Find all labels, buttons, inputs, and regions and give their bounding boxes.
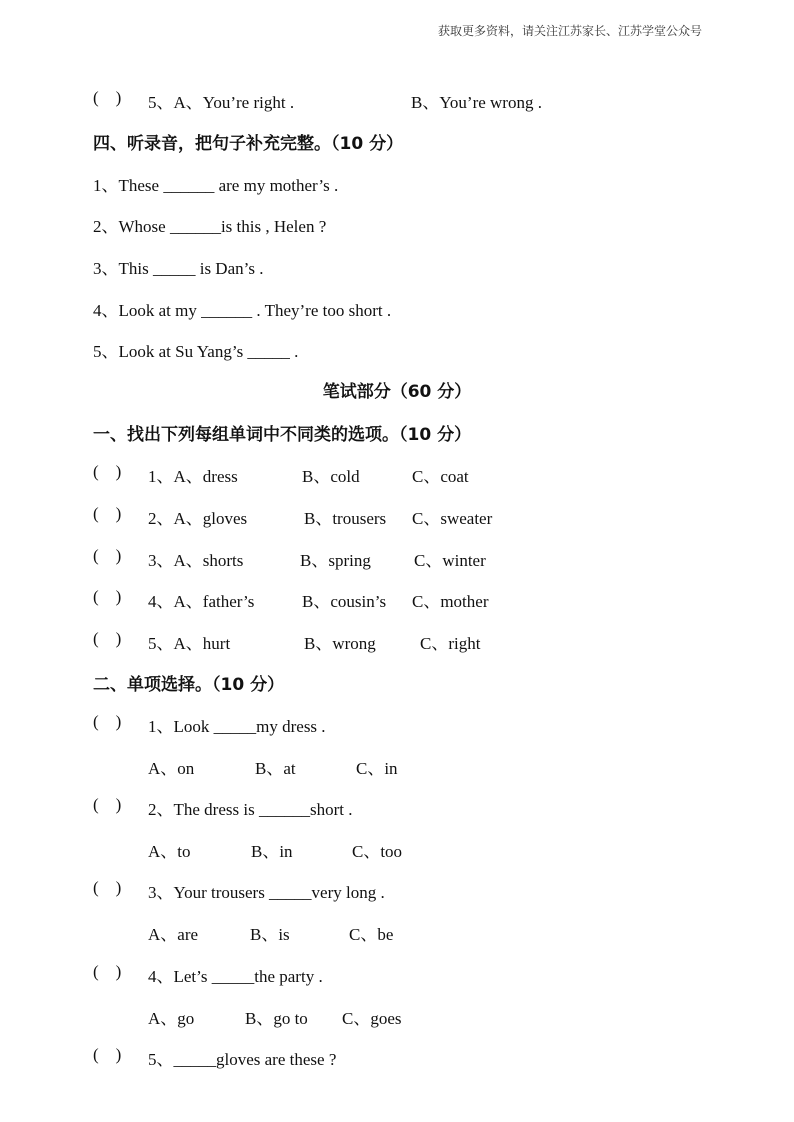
question-option-a: 5、A、You’re right .	[148, 93, 295, 112]
option-b: B、in	[251, 842, 293, 861]
written-part-title: 笔试部分（60 分）	[322, 382, 472, 402]
option-c: C、be	[349, 925, 394, 944]
answer-paren: ( )	[93, 962, 122, 981]
fill-item: 3、This _____ is Dan’s .	[93, 259, 264, 278]
question-text: 4、Let’s _____the party .	[148, 967, 323, 986]
section-four-title: 四、听录音，把句子补充完整。（10 分）	[93, 134, 404, 154]
answer-paren: ( )	[93, 629, 122, 648]
fill-item: 5、Look at Su Yang’s _____ .	[93, 342, 299, 361]
option-c: C、in	[356, 759, 398, 778]
fill-item: 1、These ______ are my mother’s .	[93, 176, 339, 195]
option-a: A、go	[148, 1009, 195, 1028]
answer-paren: ( )	[93, 712, 122, 731]
option-b: B、go to	[245, 1009, 308, 1028]
option-c: C、sweater	[412, 509, 493, 528]
answer-paren: ( )	[93, 1045, 122, 1064]
option-a: A、on	[148, 759, 195, 778]
option-b: B、is	[250, 925, 290, 944]
option-c: C、too	[352, 842, 403, 861]
option-a: 4、A、father’s	[148, 592, 255, 611]
question-text: 1、Look _____my dress .	[148, 717, 326, 736]
option-b: B、spring	[300, 551, 371, 570]
option-c: C、mother	[412, 592, 489, 611]
question-text: 3、Your trousers _____very long .	[148, 883, 385, 902]
option-b: B、cousin’s	[302, 592, 387, 611]
header-note: 获取更多资料，请关注江苏家长、江苏学堂公众号	[437, 24, 702, 38]
answer-paren: ( )	[93, 587, 122, 606]
answer-paren: ( )	[93, 546, 122, 565]
option-a: 1、A、dress	[148, 467, 238, 486]
fill-item: 4、Look at my ______ . They’re too short .	[93, 301, 392, 320]
option-c: C、goes	[342, 1009, 402, 1028]
option-a: 2、A、gloves	[148, 509, 248, 528]
option-b: B、wrong	[304, 634, 376, 653]
question-text: 2、The dress is ______short .	[148, 800, 353, 819]
option-c: C、right	[420, 634, 481, 653]
answer-paren: ( )	[93, 504, 122, 523]
option-c: C、winter	[414, 551, 486, 570]
option-a: A、to	[148, 842, 191, 861]
option-a: 5、A、hurt	[148, 634, 231, 653]
option-a: 3、A、shorts	[148, 551, 244, 570]
option-b: B、at	[255, 759, 296, 778]
answer-paren: ( )	[93, 878, 122, 897]
option-b: B、trousers	[304, 509, 387, 528]
answer-paren: ( )	[93, 462, 122, 481]
answer-paren: ( )	[93, 88, 122, 107]
option-a: A、are	[148, 925, 199, 944]
option-c: C、coat	[412, 467, 469, 486]
part-two-title: 二、单项选择。（10 分）	[93, 675, 285, 695]
part-one-title: 一、找出下列每组单词中不同类的选项。（10 分）	[93, 425, 472, 445]
question-text: 5、_____gloves are these ?	[148, 1050, 337, 1069]
option-b: B、cold	[302, 467, 360, 486]
fill-item: 2、Whose ______is this , Helen ?	[93, 217, 327, 236]
answer-paren: ( )	[93, 795, 122, 814]
question-option-b: B、You’re wrong .	[411, 93, 542, 112]
